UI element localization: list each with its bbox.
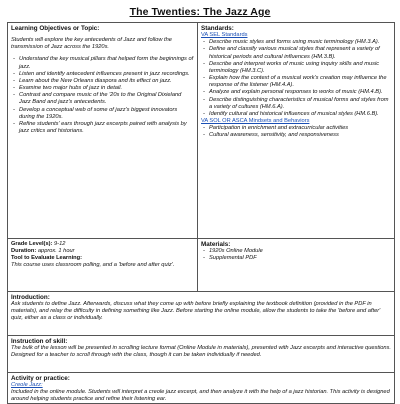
activity-row bbox=[8, 373, 394, 403]
introduction-row bbox=[8, 292, 394, 336]
objective-item: - Develop a conceptual web of some of jazz's biggest innovators during the 1920s. bbox=[11, 107, 194, 121]
grade-materials-row bbox=[8, 239, 394, 292]
tool-label: Tool to Evaluate Learning: bbox=[11, 255, 82, 262]
materials-list bbox=[201, 248, 391, 262]
objectives-heading: Learning Objectives or Topic: bbox=[11, 25, 100, 32]
introduction-heading: Introduction: bbox=[11, 294, 50, 301]
creole-jazz-link[interactable]: Creole Jazz: bbox=[11, 382, 43, 389]
page-title: The Twenties: The Jazz Age bbox=[129, 6, 271, 18]
material-item: - Supplemental PDF bbox=[201, 255, 391, 262]
objective-item: - Refine students' ears through jazz excerpts paired with analysis by jazz critics and historians. bbox=[11, 121, 194, 135]
sel-standards-link[interactable]: VA SEL Standards bbox=[201, 32, 248, 39]
standard-item: - Define and classify various musical styles that represent a variety of historical periods and cultural influences (HM.3.B). bbox=[201, 46, 391, 60]
activity-cell bbox=[8, 373, 394, 403]
introduction-cell bbox=[8, 292, 394, 335]
sol-standards-list bbox=[201, 125, 391, 139]
objectives-standards-row bbox=[8, 23, 394, 239]
standards-heading: Standards: bbox=[201, 25, 234, 32]
objective-item: - Listen and identify antecedent influences present in jazz recordings. bbox=[11, 71, 194, 78]
materials-cell bbox=[198, 239, 394, 291]
instruction-cell bbox=[8, 336, 394, 372]
objectives-list bbox=[11, 56, 194, 135]
instruction-row bbox=[8, 336, 394, 373]
standard-item: - Explain how the context of a musical work's creation may influence the response of the listener (HM.4.A). bbox=[201, 75, 391, 89]
duration-label: Duration: bbox=[11, 248, 37, 255]
standard-item: - Identify cultural and historical influences of musical styles (HM.6.B). bbox=[201, 111, 391, 118]
standard-item: - Participation in enrichment and extracurricular activities bbox=[201, 125, 391, 132]
standard-item: - Describe and interpret works of music using inquiry skills and music terminology (HM.3.C). bbox=[201, 61, 391, 75]
introduction-text: Ask students to define Jazz. Afterwards, discuss what they come up with before briefly explaining the textbook definition (provided in the PDF in materials), and relay the difficulty in defining something like Jazz. Before starting the online module, allow the students to take the 'before and after' quiz, either as a class or individually. bbox=[11, 301, 381, 322]
sol-standards-link[interactable]: VA SOL OR ASCA Mindsets and Behaviors bbox=[201, 118, 310, 125]
standards-cell bbox=[198, 23, 394, 238]
material-item: - 1920s Online Module bbox=[201, 248, 391, 255]
standard-item: - Analyze and explain personal responses to works of music (HM.4.B). bbox=[201, 89, 391, 96]
duration-value: approx. 1 hour bbox=[37, 248, 75, 255]
instruction-text: The bulk of the lesson will be presented in scrolling lecture format (Online Module in materials), presented with Jazz excerpts and interactive questions. Designed for a teacher to scroll through with the class, though it can be taken individually if needed. bbox=[11, 345, 391, 359]
standard-item: - Describe distinguishing characteristics of musical forms and styles from a variety of cultures (HM.6.A). bbox=[201, 97, 391, 111]
objective-item: - Learn about the New Orleans diaspora and its effect on jazz. bbox=[11, 78, 194, 85]
instruction-heading: Instruction of skill: bbox=[11, 338, 68, 345]
tool-text: This course uses classroom polling, and a 'before and after quiz'. bbox=[11, 262, 175, 269]
grade-cell bbox=[8, 239, 198, 291]
objective-item: - Contrast and compare music of the '20s to the Original Dixieland Jazz Band and jazz's antecedents. bbox=[11, 92, 194, 106]
objectives-intro: Students will explore the key antecedents of Jazz and follow the transmission of Jazz across the 1920s. bbox=[11, 37, 172, 51]
objectives-cell bbox=[8, 23, 198, 238]
lesson-plan-table bbox=[7, 22, 395, 404]
grade-label: Grade Level(s): bbox=[11, 241, 53, 247]
sel-standards-list bbox=[201, 39, 391, 118]
activity-text: Included in the online module. Students will interpret a creole jazz excerpt, and then analyze it with the help of a jazz historian. This activity is designed around helping students practice and refine their listening ear. bbox=[11, 389, 390, 403]
activity-heading: Activity or practice: bbox=[11, 375, 70, 382]
objective-item: - Understand the key musical pillars that helped form the beginnings of jazz. bbox=[11, 56, 194, 70]
materials-heading: Materials: bbox=[201, 241, 231, 248]
objective-item: - Examine two major hubs of jazz in detail. bbox=[11, 85, 194, 92]
standard-item: - Cultural awareness, sensitivity, and responsiveness bbox=[201, 132, 391, 139]
standard-item: - Describe music styles and forms using music terminology (HM.3.A). bbox=[201, 39, 391, 46]
grade-value: 9-12 bbox=[54, 241, 66, 247]
